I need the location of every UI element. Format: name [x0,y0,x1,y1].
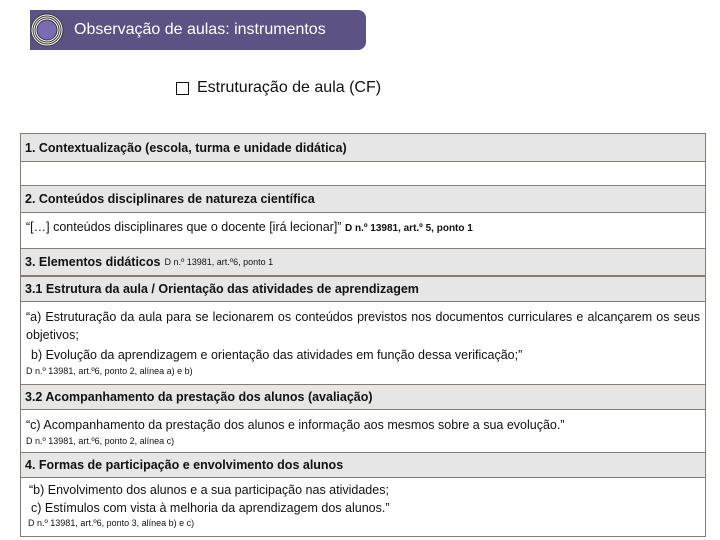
section-2-title: 2. Conteúdos disciplinares de natureza científica [25,192,315,206]
section-3-1-text-a: “a) Estruturação da aula para se lecionarem os conteúdos previstos nos documentos curriculares e alcançarem os seus objetivos; [26,310,700,342]
section-2-body [21,218,705,244]
section-4-ref [21,518,705,531]
lesson-structure-table [20,133,706,537]
section-2-quote: “[…] conteúdos disciplinares que o docente [irá lecionar]” [26,220,342,234]
section-3-2-ref [21,436,705,449]
section-4-text-b: “b) Envolvimento dos alunos e a sua participação nas atividades; [29,483,389,497]
concentric-circles-icon [30,13,64,47]
section-1-body [21,162,705,185]
section-4-text-c: c) Estímulos com vista à melhoria da aprendizagem dos alunos.” [31,501,390,515]
section-3-2-header [21,384,705,410]
section-3-1-header [21,276,705,302]
page-title: Observação de aulas: instrumentos [74,21,326,38]
section-3-1-line-b [21,346,705,364]
section-3-2-ref-text: D n.º 13981, art.º6, ponto 2, alínea c) [26,436,175,446]
section-3-1-title: 3.1 Estrutura da aula / Orientação das atividades de aprendizagem [25,282,419,296]
section-2-header [21,185,705,213]
section-3-2-title: 3.2 Acompanhamento da prestação dos alunos (avaliação) [25,390,373,404]
section-3-ref: D n.º 13981, art.º6, ponto 1 [164,257,274,267]
section-3-2-text: “c) Acompanhamento da prestação dos alunos e informação aos mesmos sobre a sua evolução.” [26,418,565,432]
section-4-line-b [21,481,705,499]
section-3-title: 3. Elementos didáticos [25,255,161,269]
section-3-1-ref [21,366,705,379]
section-4-line-c [21,499,705,517]
section-4-ref-text: D n.º 13981, art.º6, ponto 3, alínea b) e c) [28,518,195,528]
title-banner [30,10,366,50]
section-3-header [21,248,705,276]
section-4-header [21,452,705,478]
section-3-1-text-b: b) Evolução da aprendizagem e orientação das atividades em função dessa verificação;” [31,348,523,362]
section-2-ref: D n.º 13981, art.º 5, ponto 1 [344,223,473,234]
section-4-title: 4. Formas de participação e envolvimento dos alunos [25,458,344,472]
section-3-1-line-a [21,308,705,344]
subtitle-row [176,78,381,98]
section-3-2-line [21,416,705,434]
section-3-1-ref-text: D n.º 13981, art.º6, ponto 2, alínea a) e b) [26,366,193,376]
section-1-title: 1. Contextualização (escola, turma e unidade didática) [25,140,347,155]
section-1-header [21,134,705,162]
subtitle: Estruturação de aula (CF) [197,79,382,96]
checkbox-icon [176,82,189,95]
